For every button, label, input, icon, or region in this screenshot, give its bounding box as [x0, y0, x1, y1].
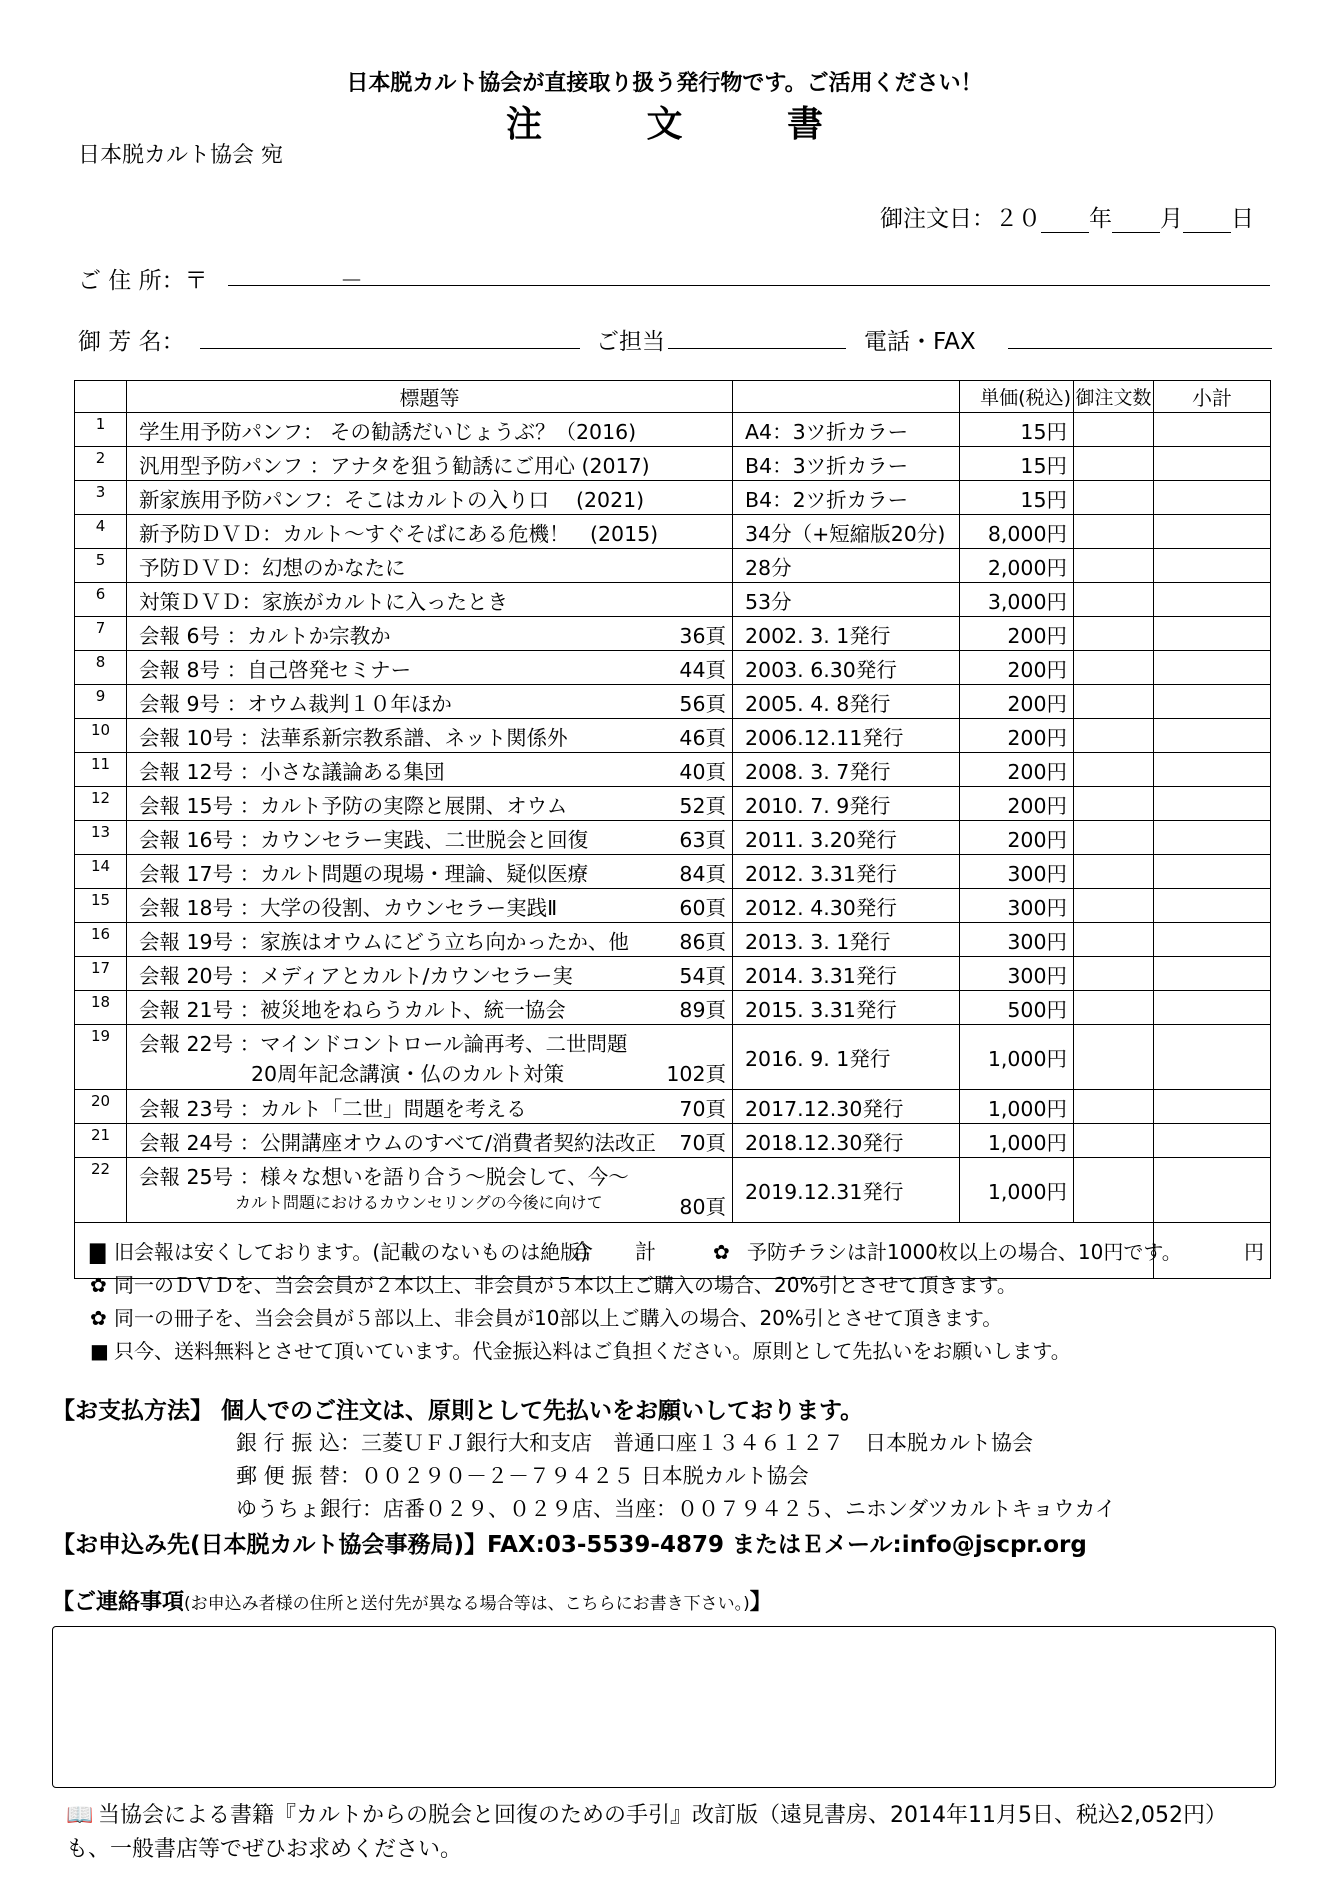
item-qty-field[interactable] — [1074, 413, 1154, 447]
order-date-prefix: 御注文日：２０ — [880, 206, 1041, 232]
item-price: 2,000円 — [960, 549, 1074, 583]
item-subtotal-field[interactable] — [1154, 719, 1271, 753]
item-pages: 44頁 — [679, 657, 726, 682]
phone-field[interactable] — [1008, 348, 1272, 349]
item-no: 10 — [75, 719, 127, 753]
item-no: 2 — [75, 447, 127, 481]
item-pages: 36頁 — [679, 623, 726, 648]
item-pages: 40頁 — [679, 759, 726, 784]
item-title: 会報 22号 ：マインドコントロール論再考、二世問題 — [139, 1032, 628, 1056]
item-price: 200円 — [960, 651, 1074, 685]
table-row — [75, 413, 1271, 447]
item-pages: 84頁 — [679, 861, 726, 886]
flower-icon: ✿ — [713, 1240, 730, 1264]
open-book-icon: 📖 — [66, 1803, 94, 1828]
item-qty-field[interactable] — [1074, 991, 1154, 1025]
item-price: 300円 — [960, 889, 1074, 923]
table-row — [75, 957, 1271, 991]
table-row — [75, 583, 1271, 617]
item-subtotal-field[interactable] — [1154, 991, 1271, 1025]
item-title: 会報 21号 ：被災地をねらうカルト、統一協会 — [139, 997, 566, 1022]
item-spec: B4：3ツ折カラー — [733, 447, 960, 481]
item-subtotal-field[interactable] — [1154, 583, 1271, 617]
item-title: 会報 8号 ：自己啓発セミナー — [139, 657, 412, 682]
item-title: 会報 9号 ：オウム裁判１０年ほか — [139, 691, 452, 716]
item-spec: 2003. 6.30発行 — [733, 651, 960, 685]
item-subtotal-field[interactable] — [1154, 447, 1271, 481]
item-spec: 2018.12.30発行 — [733, 1124, 960, 1158]
table-row — [75, 515, 1271, 549]
table-row — [75, 719, 1271, 753]
table-row — [75, 923, 1271, 957]
item-title-2: 20周年記念講演・仏のカルト対策 — [251, 1062, 565, 1086]
item-title: 会報 25号 ：様々な想いを語り合う～脱会して、今～ — [139, 1165, 629, 1189]
item-title-cell — [127, 855, 733, 889]
item-price: 500円 — [960, 991, 1074, 1025]
year-field[interactable] — [1041, 210, 1089, 233]
item-subtotal-field[interactable] — [1154, 1158, 1271, 1223]
item-title-cell — [127, 651, 733, 685]
item-subtotal-field[interactable] — [1154, 481, 1271, 515]
item-subtotal-field[interactable] — [1154, 821, 1271, 855]
item-no: 6 — [75, 583, 127, 617]
item-price: 200円 — [960, 617, 1074, 651]
month-field[interactable] — [1112, 210, 1160, 233]
item-no: 4 — [75, 515, 127, 549]
item-no: 17 — [75, 957, 127, 991]
item-qty-field[interactable] — [1074, 481, 1154, 515]
item-no: 11 — [75, 753, 127, 787]
item-pages: 70頁 — [679, 1130, 726, 1155]
person-label: ご担当 — [596, 329, 665, 355]
table-row — [75, 1025, 1271, 1090]
item-title: 汎用型予防パンフ ：アナタを狙う勧誘にご用心 (2017) — [139, 453, 650, 478]
total-unit: 円 — [1244, 1240, 1264, 1264]
item-spec: 28分 — [733, 549, 960, 583]
note-line-3 — [90, 1302, 1002, 1331]
item-price: 200円 — [960, 753, 1074, 787]
payment-postal: 郵 便 振 替：００２９０－２－７９４２５ 日本脱カルト協会 — [236, 1464, 809, 1488]
item-subtotal-field[interactable] — [1154, 515, 1271, 549]
item-no: 15 — [75, 889, 127, 923]
item-price: 8,000円 — [960, 515, 1074, 549]
contact-title: 【ご連絡事項 — [52, 1590, 185, 1615]
item-price: 300円 — [960, 855, 1074, 889]
item-price: 200円 — [960, 719, 1074, 753]
item-pages: 70頁 — [679, 1096, 726, 1121]
payment-yucho: ゆうちょ銀行：店番０２９、０２９店、当座：００７９４２５、ニホンダツカルトキョウカイ — [236, 1497, 1116, 1521]
item-price: 15円 — [960, 413, 1074, 447]
address-field[interactable] — [228, 285, 1270, 286]
item-spec: 53分 — [733, 583, 960, 617]
item-no: 5 — [75, 549, 127, 583]
item-pages: 46頁 — [679, 725, 726, 750]
apply-info: 【お申込み先(日本脱カルト協会事務局)】FAX:03-5539-4879 またはＥメール:info@jscpr.org — [52, 1532, 1087, 1558]
item-title-cell — [127, 549, 733, 583]
item-spec: 2015. 3.31発行 — [733, 991, 960, 1025]
item-title: 対策ＤＶＤ：家族がカルトに入ったとき — [139, 589, 508, 614]
item-price: 200円 — [960, 685, 1074, 719]
item-qty-field[interactable] — [1074, 923, 1154, 957]
contact-heading — [52, 1585, 772, 1616]
item-qty-field[interactable] — [1074, 583, 1154, 617]
name-field[interactable] — [200, 348, 580, 349]
flower-icon: ✿ — [90, 1273, 107, 1297]
note-text: 予防チラシは計1000枚以上の場合、10円です。 — [747, 1240, 1182, 1264]
item-subtotal-field[interactable] — [1154, 651, 1271, 685]
item-pages: 54頁 — [679, 963, 726, 988]
payment-heading: 【お支払方法】 個人でのご注文は、原則として先払いをお願いしております。 — [52, 1398, 864, 1424]
item-title-2: カルト問題におけるカウンセリングの今後に向けて — [235, 1193, 603, 1212]
item-price: 15円 — [960, 481, 1074, 515]
item-subtotal-field[interactable] — [1154, 1124, 1271, 1158]
item-price: 200円 — [960, 787, 1074, 821]
item-price: 300円 — [960, 923, 1074, 957]
item-subtotal-field[interactable] — [1154, 685, 1271, 719]
item-title-cell — [127, 481, 733, 515]
item-title-cell — [127, 447, 733, 481]
item-qty-field[interactable] — [1074, 1158, 1154, 1223]
item-spec: 2010. 7. 9発行 — [733, 787, 960, 821]
item-spec: 2002. 3. 1発行 — [733, 617, 960, 651]
item-title: 会報 12号 ：小さな議論ある集団 — [139, 759, 445, 784]
book-promo — [66, 1799, 1266, 1867]
item-title-cell — [127, 753, 733, 787]
book-text: 当協会による書籍『カルトからの脱会と回復のための手引』改訂版（遠見書房、2014年11月5日、税込2,052円）も、一般書店等でぜひお求めください。 — [66, 1803, 1227, 1862]
item-spec: 34分（+短縮版20分) — [733, 515, 960, 549]
item-title: 会報 10号 ：法華系新宗教系譜、ネット関係外 — [139, 725, 568, 750]
item-title-cell — [127, 685, 733, 719]
item-qty-field[interactable] — [1074, 549, 1154, 583]
item-qty-field[interactable] — [1074, 1124, 1154, 1158]
item-pages: 86頁 — [679, 929, 726, 954]
item-qty-field[interactable] — [1074, 685, 1154, 719]
item-title-cell — [127, 889, 733, 923]
note-line-4 — [90, 1335, 1071, 1364]
table-row — [75, 651, 1271, 685]
table-row — [75, 685, 1271, 719]
day-field[interactable] — [1183, 210, 1231, 233]
item-no: 21 — [75, 1124, 127, 1158]
item-no: 20 — [75, 1090, 127, 1124]
contact-close: 】 — [749, 1590, 772, 1615]
table-row — [75, 1158, 1271, 1223]
item-no: 22 — [75, 1158, 127, 1223]
postal-dash: － — [340, 268, 363, 294]
item-title: 会報 18号 ：大学の役割、カウンセラー実践Ⅱ — [139, 895, 558, 920]
item-title: 予防ＤＶＤ：幻想のかなたに — [139, 555, 406, 580]
table-row — [75, 991, 1271, 1025]
item-spec: 2012. 3.31発行 — [733, 855, 960, 889]
item-no: 19 — [75, 1025, 127, 1090]
table-row — [75, 617, 1271, 651]
item-spec: B4：2ツ折カラー — [733, 481, 960, 515]
table-row — [75, 855, 1271, 889]
item-spec: 2014. 3.31発行 — [733, 957, 960, 991]
table-row — [75, 447, 1271, 481]
item-title-cell — [127, 821, 733, 855]
item-price: 3,000円 — [960, 583, 1074, 617]
item-no: 16 — [75, 923, 127, 957]
order-table — [74, 380, 1271, 1279]
item-subtotal-field[interactable] — [1154, 549, 1271, 583]
item-price: 1,000円 — [960, 1124, 1074, 1158]
item-spec: 2008. 3. 7発行 — [733, 753, 960, 787]
item-qty-field[interactable] — [1074, 787, 1154, 821]
item-title-cell — [127, 719, 733, 753]
item-spec: 2006.12.11発行 — [733, 719, 960, 753]
item-title-cell — [127, 957, 733, 991]
item-title-cell — [127, 413, 733, 447]
item-spec: 2013. 3. 1発行 — [733, 923, 960, 957]
item-qty-field[interactable] — [1074, 855, 1154, 889]
item-title: 会報 24号 ：公開講座オウムのすべて/消費者契約法改正 — [139, 1130, 656, 1155]
item-price: 1,000円 — [960, 1158, 1074, 1223]
item-title-cell — [127, 991, 733, 1025]
note-line-1 — [90, 1236, 588, 1265]
item-qty-field[interactable] — [1074, 821, 1154, 855]
item-no: 18 — [75, 991, 127, 1025]
book-icon: ▇ — [90, 1240, 106, 1264]
item-qty-field[interactable] — [1074, 1090, 1154, 1124]
order-date — [880, 200, 1254, 233]
item-no: 3 — [75, 481, 127, 515]
year-label: 年 — [1089, 206, 1112, 232]
contact-notes-box[interactable] — [52, 1626, 1276, 1788]
item-title-cell — [127, 515, 733, 549]
contact-hint: (お申込み者様の住所と送付先が異なる場合等は、こちらにお書き下さい。) — [184, 1594, 750, 1614]
item-subtotal-field[interactable] — [1154, 889, 1271, 923]
item-title-cell — [127, 787, 733, 821]
item-no: 12 — [75, 787, 127, 821]
item-pages: 52頁 — [679, 793, 726, 818]
truck-icon: ■ — [90, 1339, 109, 1363]
item-subtotal-field[interactable] — [1154, 753, 1271, 787]
table-row — [75, 821, 1271, 855]
table-row — [75, 787, 1271, 821]
item-no: 8 — [75, 651, 127, 685]
item-qty-field[interactable] — [1074, 1025, 1154, 1090]
page-title: 注 文 書 — [505, 104, 870, 145]
item-no: 1 — [75, 413, 127, 447]
note-text: 旧会報は安くしております。(記載のないものは絶版) — [114, 1240, 589, 1264]
item-spec: A4：3ツ折カラー — [733, 413, 960, 447]
item-pages: 56頁 — [679, 691, 726, 716]
item-qty-field[interactable] — [1074, 889, 1154, 923]
item-title: 新家族用予防パンフ：そこはカルトの入り口 (2021) — [139, 487, 645, 512]
month-label: 月 — [1160, 206, 1183, 232]
item-qty-field[interactable] — [1074, 957, 1154, 991]
item-title: 新予防ＤＶＤ：カルト～すぐそばにある危機！ (2015) — [139, 521, 659, 546]
item-subtotal-field[interactable] — [1154, 855, 1271, 889]
note-text: 只今、送料無料とさせて頂いています。代金振込料はご負担ください。原則として先払いをお願いします。 — [114, 1339, 1071, 1363]
item-no: 14 — [75, 855, 127, 889]
header-subtotal: 小計 — [1154, 381, 1271, 413]
item-pages: 102頁 — [666, 1062, 726, 1086]
item-title-cell — [127, 1158, 733, 1223]
note-line-1b — [713, 1236, 1182, 1265]
item-title: 会報 19号 ：家族はオウムにどう立ち向かったか、他 — [139, 929, 629, 954]
item-title: 学生用予防パンフ： その勧誘だいじょうぶ？（2016) — [139, 419, 637, 444]
item-price: 15円 — [960, 447, 1074, 481]
table-row — [75, 1124, 1271, 1158]
item-pages: 80頁 — [679, 1195, 726, 1219]
item-title-cell — [127, 583, 733, 617]
item-price: 300円 — [960, 957, 1074, 991]
item-title: 会報 17号 ：カルト問題の現場・理論、疑似医療 — [139, 861, 589, 886]
item-qty-field[interactable] — [1074, 447, 1154, 481]
item-subtotal-field[interactable] — [1154, 1025, 1271, 1090]
table-row — [75, 549, 1271, 583]
table-row — [75, 1090, 1271, 1124]
header-spec — [733, 381, 960, 413]
item-subtotal-field[interactable] — [1154, 923, 1271, 957]
item-subtotal-field[interactable] — [1154, 957, 1271, 991]
item-title: 会報 6号 ：カルトか宗教か — [139, 623, 391, 648]
item-subtotal-field[interactable] — [1154, 1090, 1271, 1124]
table-row — [75, 753, 1271, 787]
item-spec: 2011. 3.20発行 — [733, 821, 960, 855]
name-label: 御 芳 名： — [78, 329, 185, 355]
item-price: 1,000円 — [960, 1025, 1074, 1090]
item-price: 200円 — [960, 821, 1074, 855]
item-no: 7 — [75, 617, 127, 651]
item-pages: 60頁 — [679, 895, 726, 920]
person-field[interactable] — [668, 348, 846, 349]
item-title: 会報 20号 ：メディアとカルト/カウンセラー実 — [139, 963, 573, 988]
item-spec: 2012. 4.30発行 — [733, 889, 960, 923]
item-title-cell — [127, 923, 733, 957]
table-row — [75, 889, 1271, 923]
item-pages: 63頁 — [679, 827, 726, 852]
item-title: 会報 15号 ：カルト予防の実際と展開、オウム — [139, 793, 568, 818]
header-title: 標題等 — [127, 381, 733, 413]
day-label: 日 — [1231, 206, 1254, 232]
item-price: 1,000円 — [960, 1090, 1074, 1124]
item-title-cell — [127, 1124, 733, 1158]
flower-icon: ✿ — [90, 1306, 107, 1330]
header-no — [75, 381, 127, 413]
item-spec: 2016. 9. 1発行 — [733, 1025, 960, 1090]
table-row — [75, 481, 1271, 515]
note-text: 同一のＤＶＤを、当会会員が２本以上、非会員が５本以上ご購入の場合、20%引とさせて頂きます。 — [114, 1273, 1017, 1297]
header-qty: 御注文数 — [1074, 381, 1154, 413]
item-qty-field[interactable] — [1074, 719, 1154, 753]
item-subtotal-field[interactable] — [1154, 787, 1271, 821]
addressee: 日本脱カルト協会 宛 — [78, 143, 283, 168]
item-qty-field[interactable] — [1074, 515, 1154, 549]
payment-bank: 銀 行 振 込：三菱ＵＦＪ銀行大和支店 普通口座１３４６１２７ 日本脱カルト協会 — [236, 1431, 1034, 1455]
item-title: 会報 23号 ：カルト「二世」問題を考える — [139, 1096, 527, 1121]
item-title-cell — [127, 1025, 733, 1090]
address-label: ご 住 所：〒 — [78, 268, 208, 294]
item-no: 9 — [75, 685, 127, 719]
item-subtotal-field[interactable] — [1154, 617, 1271, 651]
item-subtotal-field[interactable] — [1154, 413, 1271, 447]
item-pages: 89頁 — [679, 997, 726, 1022]
header-price: 単価(税込) — [960, 381, 1074, 413]
phone-label: 電話・FAX — [864, 329, 976, 355]
item-qty-field[interactable] — [1074, 617, 1154, 651]
headline: 日本脱カルト協会が直接取り扱う発行物です。ご活用ください！ — [346, 71, 983, 96]
item-title-cell — [127, 1090, 733, 1124]
item-spec: 2005. 4. 8発行 — [733, 685, 960, 719]
item-title: 会報 16号 ：カウンセラー実践、二世脱会と回復 — [139, 827, 589, 852]
note-line-2 — [90, 1269, 1017, 1298]
item-spec: 2019.12.31発行 — [733, 1158, 960, 1223]
item-title-cell — [127, 617, 733, 651]
note-text: 同一の冊子を、当会会員が５部以上、非会員が10部以上ご購入の場合、20%引とさせて頂きます。 — [114, 1306, 1003, 1330]
item-qty-field[interactable] — [1074, 753, 1154, 787]
item-no: 13 — [75, 821, 127, 855]
item-qty-field[interactable] — [1074, 651, 1154, 685]
total-label: 合 計 — [75, 1223, 1154, 1279]
item-spec: 2017.12.30発行 — [733, 1090, 960, 1124]
